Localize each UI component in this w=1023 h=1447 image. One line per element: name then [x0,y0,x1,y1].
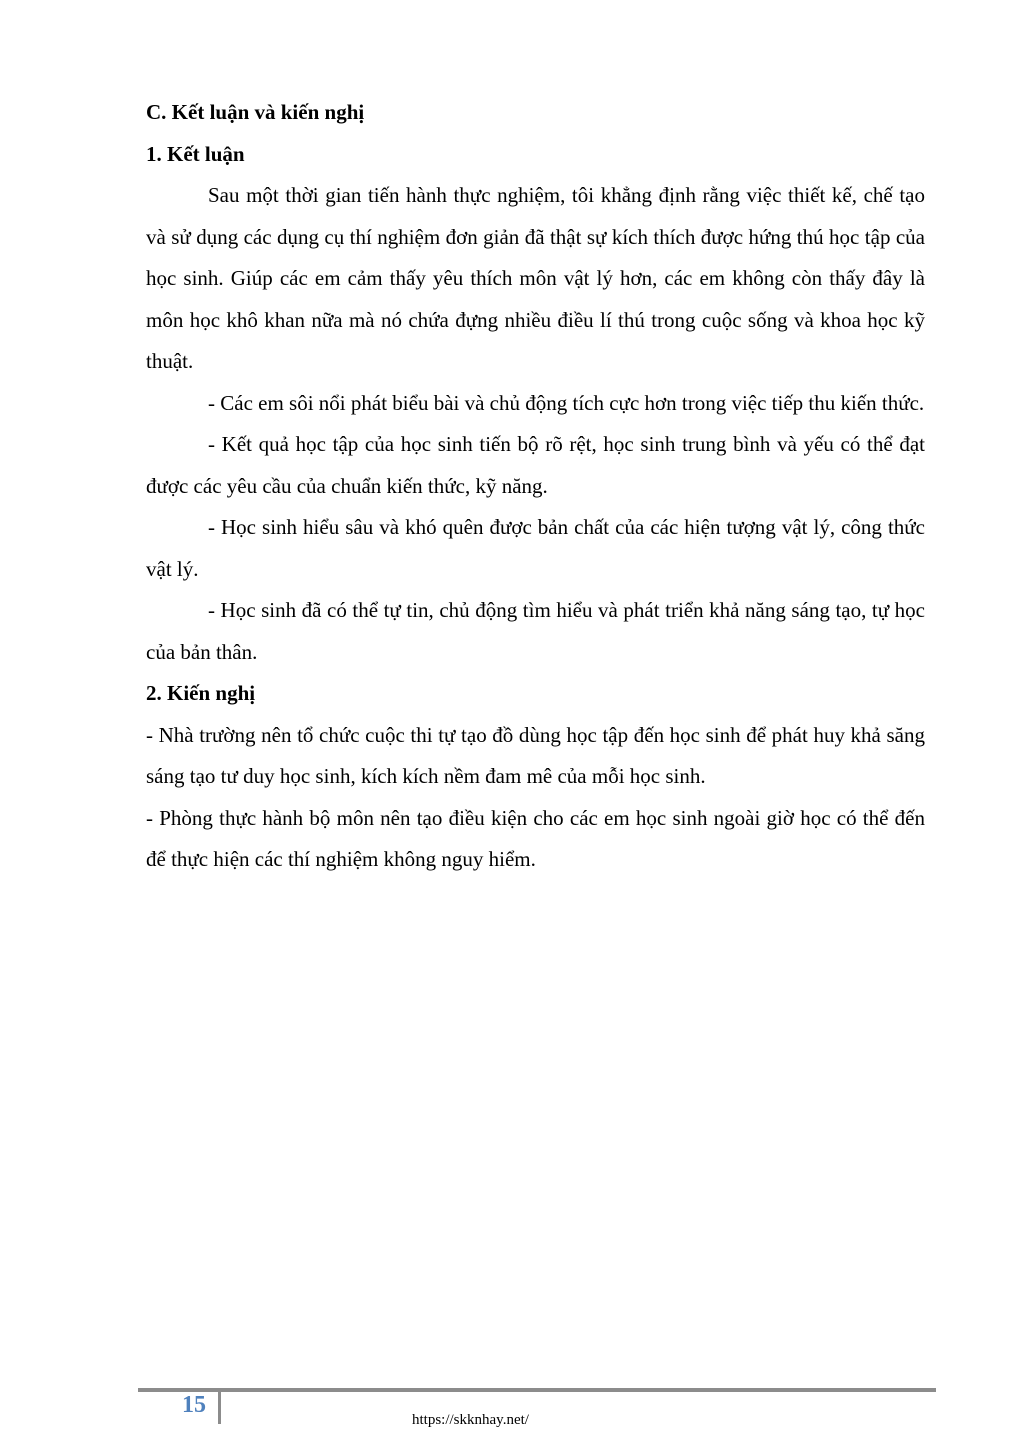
conclusion-heading: 1. Kết luận [146,141,245,166]
recommendation-heading: 2. Kiến nghị [146,681,256,705]
footer-url: https://skknhay.net/ [412,1412,529,1428]
conclusion-intro: Sau một thời gian tiến hành thực nghiệm, tôi khẳng định rằng việc thiết kế, chế tạo và sử dụng các dụng cụ thí nghiệm đơn giản đã thật sự kích thích được hứng thú học tập của học sinh. Giúp các em cảm thấy yêu thích môn vật lý hơn, các em không còn thấy đây là môn học khô khan nữa mà nó chứa đựng nhiều điều lí thú trong cuộc sống và khoa học kỹ thuật. [146,183,925,373]
recommendation-point: - Phòng thực hành bộ môn nên tạo điều kiện cho các em học sinh ngoài giờ học có thể đến để thực hiện các thí nghiệm không nguy hiểm. [146,805,925,871]
conclusion-point: - Học sinh đã có thể tự tin, chủ động tìm hiểu và phát triển khả năng sáng tạo, tự học của bản thân. [146,598,925,664]
page-number: 15 [182,1392,206,1418]
recommendation-point: - Nhà trường nên tổ chức cuộc thi tự tạo đồ dùng học tập đến học sinh để phát huy khả săng sáng tạo tư duy học sinh, kích kích nềm đam mê của mỗi học sinh. [146,722,925,788]
conclusion-point: - Kết quả học tập của học sinh tiến bộ rõ rệt, học sinh trung bình và yếu có thể đạt được các yêu cầu của chuẩn kiến thức, kỹ năng. [146,432,925,498]
footer-rule [138,1388,936,1392]
footer-divider [218,1388,221,1424]
conclusion-point: - Học sinh hiểu sâu và khó quên được bản chất của các hiện tượng vật lý, công thức vật lý. [146,515,925,581]
document-body [146,92,925,881]
conclusion-point: - Các em sôi nổi phát biểu bài và chủ động tích cực hơn trong việc tiếp thu kiến thức. [208,390,925,415]
section-title: C. Kết luận và kiến nghị [146,100,365,124]
